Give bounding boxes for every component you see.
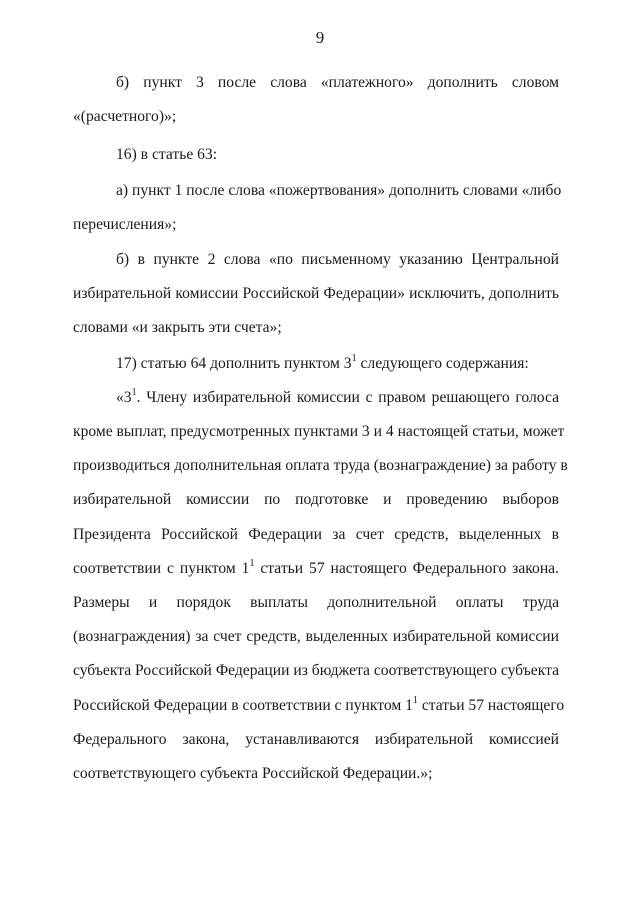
text-line: Федерального закона, устанавливаются избирательной комиссией xyxy=(73,731,559,748)
text-fragment: Российской Федерации в соответствии с пунктом 1 xyxy=(73,697,413,714)
text-line: избирательной комиссии Российской Федерации» исключить, дополнить xyxy=(73,285,559,302)
text-line xyxy=(116,388,559,408)
superscript: 1 xyxy=(412,695,418,706)
superscript: 1 xyxy=(351,353,357,364)
text-fragment: 17) статью 64 дополнить пунктом 3 xyxy=(116,355,352,372)
superscript: 1 xyxy=(131,387,137,398)
text-fragment: соответствии с пунктом 1 xyxy=(73,560,250,577)
text-line: Президента Российской Федерации за счет средств, выделенных в xyxy=(73,526,559,543)
text-fragment: «3 xyxy=(116,389,132,406)
text-line: производиться дополнительная оплата труда (вознаграждение) за работу в xyxy=(73,457,568,474)
text-line xyxy=(73,695,565,716)
text-line: словами «и закрыть эти счета»; xyxy=(73,319,282,336)
text-fragment: статьи 57 настоящего Федерального закона. xyxy=(254,560,560,577)
text-fragment: . Члену избирательной комиссии с правом решающего голоса xyxy=(136,389,559,406)
text-line: субъекта Российской Федерации из бюджета соответствующего субъекта xyxy=(73,662,559,679)
text-line: избирательной комиссии по подготовке и проведению выборов xyxy=(73,491,559,508)
text-line: а) пункт 1 после слова «пожертвования» дополнить словами «либо xyxy=(116,182,562,199)
page-number: 9 xyxy=(315,28,325,47)
text-line: кроме выплат, предусмотренных пунктами 3 и 4 настоящей статьи, может xyxy=(73,423,565,440)
text-line: соответствующего субъекта Российской Федерации.»; xyxy=(73,765,433,782)
text-line: б) пункт 3 после слова «платежного» дополнить словом xyxy=(116,74,559,91)
text-line: Размеры и порядок выплаты дополнительной оплаты труда xyxy=(73,594,559,611)
text-line: «(расчетного)»; xyxy=(73,108,177,125)
text-line: перечисления»; xyxy=(73,216,177,233)
text-fragment: следующего содержания: xyxy=(356,355,529,372)
text-line xyxy=(116,354,559,374)
text-line xyxy=(73,559,559,579)
text-fragment: статьи 57 настоящего xyxy=(417,697,565,714)
text-line: 16) в статье 63: xyxy=(116,146,218,163)
superscript: 1 xyxy=(249,558,255,569)
text-line: б) в пункте 2 слова «по письменному указанию Центральной xyxy=(116,251,559,268)
text-line: (вознаграждения) за счет средств, выделенных избирательной комиссии xyxy=(73,628,559,645)
